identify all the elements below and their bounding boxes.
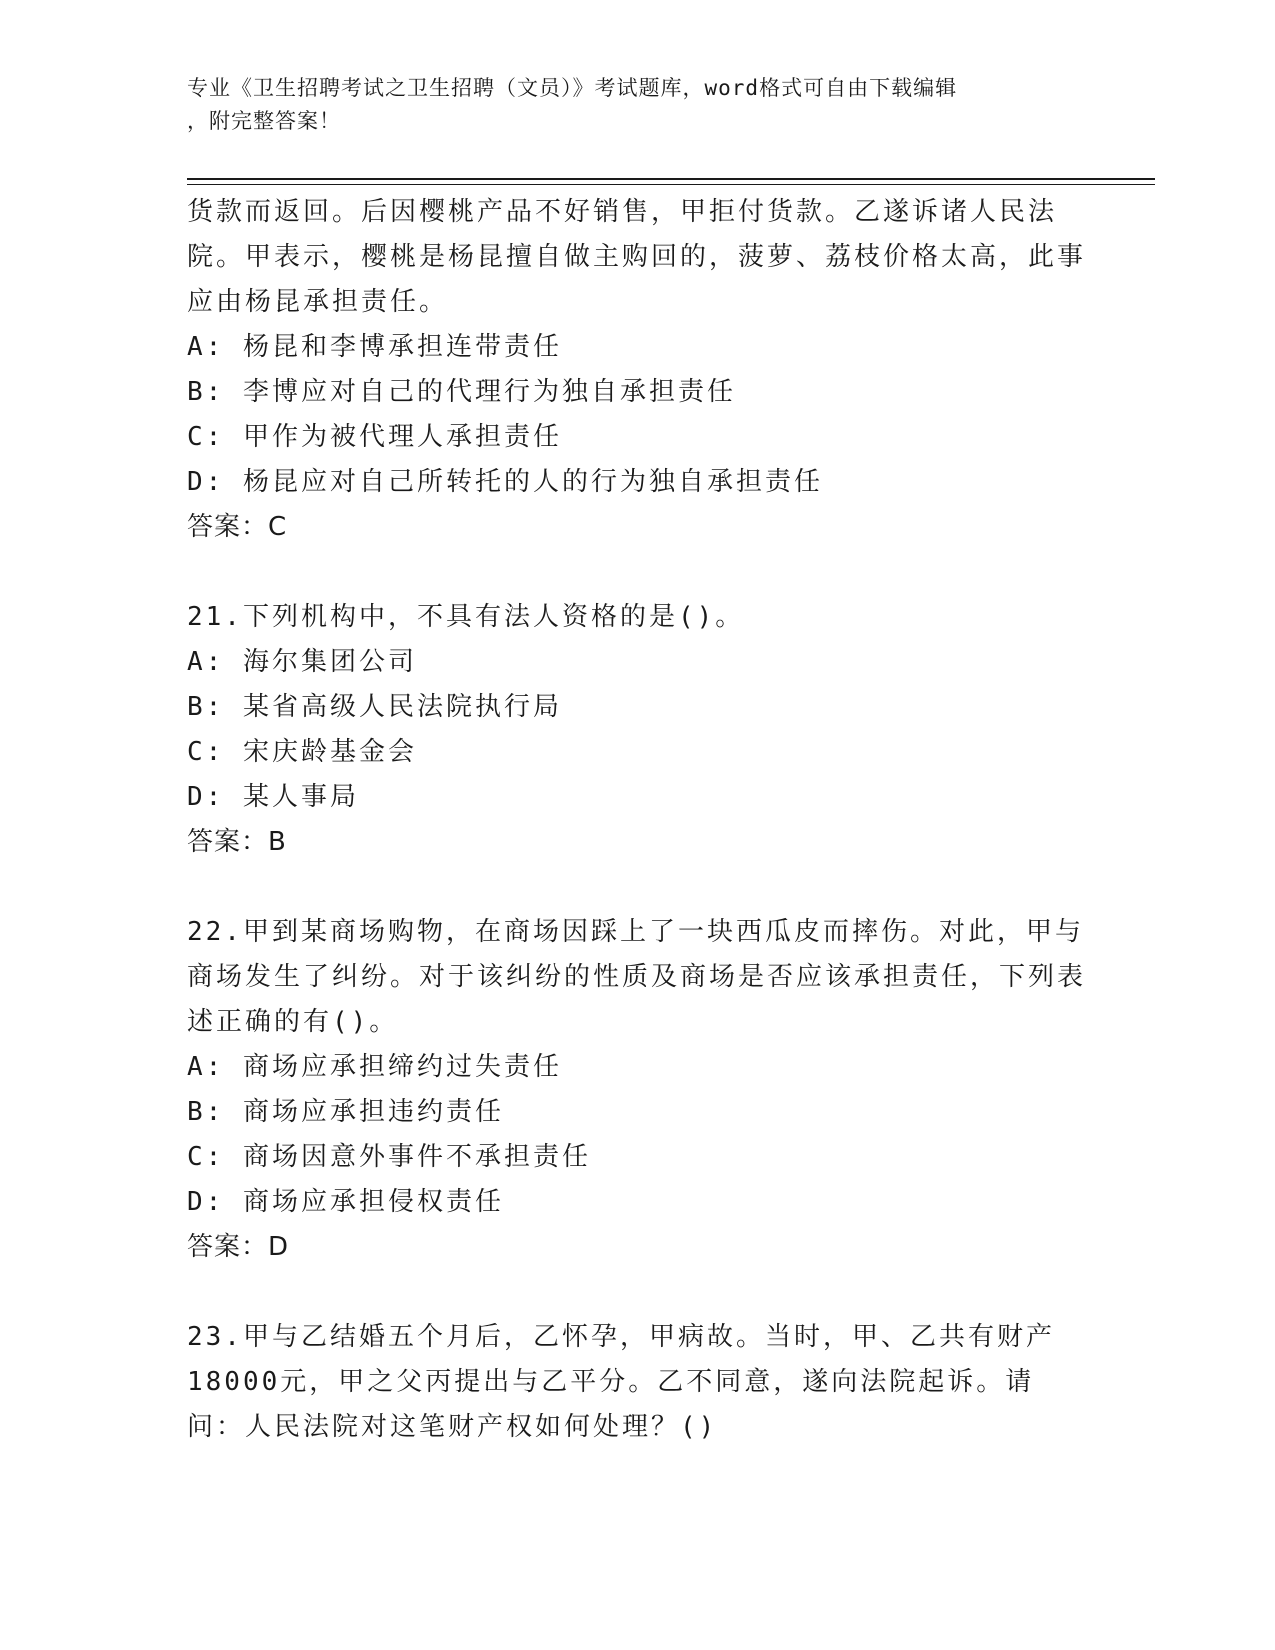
answer-line: 答案：B — [187, 827, 287, 857]
option-c: C: 宋庆龄基金会 — [187, 737, 417, 767]
answer-line: 答案：D — [187, 1232, 290, 1262]
option-d: D: 商场应承担侵权责任 — [187, 1187, 504, 1217]
question-block-21 — [187, 595, 1087, 865]
document-header — [187, 72, 1087, 138]
option-c: C: 甲作为被代理人承担责任 — [187, 422, 562, 452]
header-rule-thick — [187, 178, 1155, 180]
question-stem: 22.甲到某商场购物，在商场因踩上了一块西瓜皮而摔伤。对此，甲与商场发生了纠纷。对于该纠纷的性质及商场是否应该承担责任，下列表述正确的有()。 — [187, 917, 1087, 1037]
option-b: B: 李博应对自己的代理行为独自承担责任 — [187, 377, 736, 407]
header-line-2: ，附完整答案！ — [187, 109, 341, 133]
option-b: B: 商场应承担违约责任 — [187, 1097, 504, 1127]
header-line-1: 专业《卫生招聘考试之卫生招聘（文员）》考试题库，word格式可自由下载编辑 — [187, 76, 958, 100]
header-rule-thin — [187, 184, 1155, 185]
option-b: B: 某省高级人民法院执行局 — [187, 692, 562, 722]
option-a: A: 海尔集团公司 — [187, 647, 417, 677]
option-a: A: 商场应承担缔约过失责任 — [187, 1052, 562, 1082]
question-list — [187, 190, 1087, 1450]
option-d: D: 杨昆应对自己所转托的人的行为独自承担责任 — [187, 467, 823, 497]
answer-line: 答案：C — [187, 512, 288, 542]
option-a: A: 杨昆和李博承担连带责任 — [187, 332, 562, 362]
question-stem: 23.甲与乙结婚五个月后，乙怀孕，甲病故。当时，甲、乙共有财产18000元，甲之父丙提出与乙平分。乙不同意，遂向法院起诉。请问：人民法院对这笔财产权如何处理？() — [187, 1322, 1055, 1442]
question-stem: 货款而返回。后因樱桃产品不好销售，甲拒付货款。乙遂诉诸人民法院。甲表示，樱桃是杨昆擅自做主购回的，菠萝、荔枝价格太高，此事应由杨昆承担责任。 — [187, 197, 1087, 317]
question-block-23 — [187, 1315, 1087, 1450]
option-d: D: 某人事局 — [187, 782, 359, 812]
question-stem: 21.下列机构中，不具有法人资格的是()。 — [187, 602, 745, 632]
option-c: C: 商场因意外事件不承担责任 — [187, 1142, 591, 1172]
question-block-22 — [187, 910, 1087, 1270]
question-block-continued — [187, 190, 1087, 550]
